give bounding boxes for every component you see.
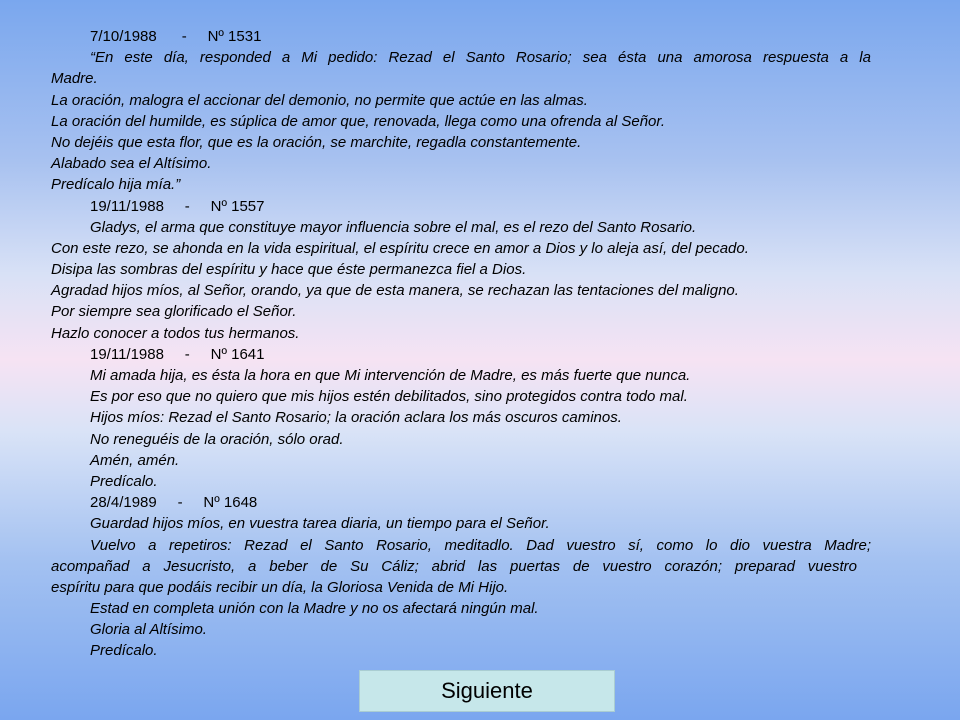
message-text [51, 26, 871, 662]
message-line: Vuelvo a repetiros: Rezad el Santo Rosario, meditadlo. Dad vuestro sí, como lo dio vuestra Madre; [90, 536, 871, 554]
message-line: Es por eso que no quiero que mis hijos estén debilitados, sino protegidos contra todo mal. [90, 388, 688, 406]
message-header: 19/11/1988 - Nº 1641 [90, 345, 265, 363]
message-header: 28/4/1989 - Nº 1648 [90, 494, 258, 512]
message-line: espíritu para que podáis recibir un día, la Gloriosa Venida de Mi Hijo. [51, 578, 509, 596]
message-line: Con este rezo, se ahonda en la vida espiritual, el espíritu crece en amor a Dios y lo aleja así, del pecado. [51, 239, 749, 257]
message-line: La oración del humilde, es súplica de amor que, renovada, llega como una ofrenda al Señor. [51, 112, 665, 130]
message-line: Guardad hijos míos, en vuestra tarea diaria, un tiempo para el Señor. [90, 515, 550, 533]
message-line: La oración, malogra el accionar del demonio, no permite que actúe en las almas. [51, 91, 588, 109]
message-line: Amén, amén. [90, 451, 180, 469]
message-line: “En este día, responded a Mi pedido: Rezad el Santo Rosario; sea ésta una amorosa respuesta a la [90, 49, 871, 67]
message-line: Mi amada hija, es ésta la hora en que Mi intervención de Madre, es más fuerte que nunca. [90, 367, 691, 384]
message-line: Disipa las sombras del espíritu y hace que éste permanezca fiel a Dios. [51, 261, 527, 279]
message-line: No reneguéis de la oración, sólo orad. [90, 430, 344, 448]
message-line: Hazlo conocer a todos tus hermanos. [51, 324, 300, 342]
message-line: Madre. [51, 70, 98, 88]
message-line: Gloria al Altísimo. [90, 621, 207, 639]
message-line: Agradad hijos míos, al Señor, orando, ya que de esta manera, se rechazan las tentaciones del maligno. [51, 282, 739, 300]
message-line: Predícalo. [90, 642, 158, 660]
next-button[interactable]: Siguiente [359, 670, 615, 712]
message-header: 7/10/1988 - Nº 1531 [90, 28, 262, 45]
message-header: 19/11/1988 - Nº 1557 [90, 197, 265, 215]
message-line: Predícalo hija mía.” [51, 176, 181, 194]
message-line: Gladys, el arma que constituye mayor influencia sobre el mal, es el rezo del Santo Rosario. [90, 218, 697, 236]
message-line: Alabado sea el Altísimo. [51, 155, 212, 173]
message-line: Por siempre sea glorificado el Señor. [51, 303, 297, 321]
message-line: acompañad a Jesucristo, a beber de Su Cáliz; abrid las puertas de vuestro corazón; preparad vuestro [51, 557, 857, 575]
message-line: Predícalo. [90, 472, 158, 490]
message-line: Hijos míos: Rezad el Santo Rosario; la oración aclara los más oscuros caminos. [90, 409, 622, 427]
message-line: Estad en completa unión con la Madre y no os afectará ningún mal. [90, 600, 539, 618]
message-line: No dejéis que esta flor, que es la oración, se marchite, regadla constantemente. [51, 133, 582, 151]
